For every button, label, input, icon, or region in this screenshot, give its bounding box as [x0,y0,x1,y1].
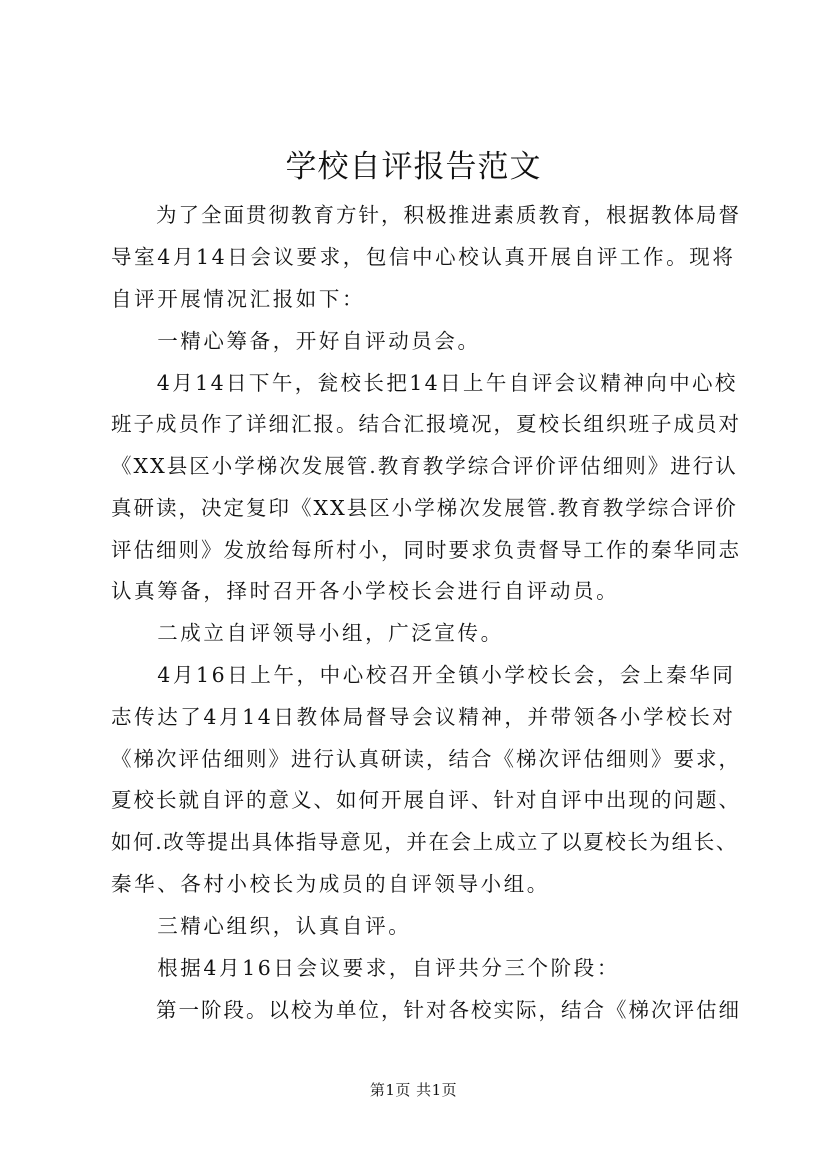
body-line: 班子成员作了详细汇报。结合汇报境况，夏校长组织班子成员对 [111,412,741,436]
body-line: 认真筹备，择时召开各小学校长会进行自评动员。 [111,579,620,603]
body-line: 夏校长就自评的意义、如何开展自评、针对自评中出现的问题、 [111,788,741,812]
body-line: 4月14日下午，瓮校长把14日上午自评会议精神向中心校 [111,371,738,395]
body-line: 志传达了4月14日教体局督导会议精神，并带领各小学校长对 [111,705,736,729]
body-line: 自评开展情况汇报如下： [111,287,366,311]
body-line: 真研读，决定复印《XX县区小学梯次发展管.教育教学综合评价 [111,496,738,520]
body-line: 为了全面贯彻教育方针，积极推进素质教育，根据教体局督 [111,203,741,227]
document-title: 学校自评报告范文 [285,149,542,185]
body-line: 第一阶段。以校为单位，针对各校实际，结合《梯次评估细 [111,998,741,1022]
body-line: 一精心筹备，开好自评动员会。 [111,329,481,353]
body-line: 4月16日上午，中心校召开全镇小学校长会，会上秦华同 [111,663,736,687]
body-line: 如何.改等提出具体指导意见，并在会上成立了以夏校长为组长、 [111,830,738,854]
body-line: 导室4月14日会议要求，包信中心校认真开展自评工作。现将 [111,245,736,269]
body-line: 三精心组织，认真自评。 [111,914,412,938]
body-line: 根据4月16日会议要求，自评共分三个阶段： [111,956,620,980]
body-line: 秦华、各村小校长为成员的自评领导小组。 [111,872,550,896]
page-footer: 第1页 共1页 [369,1081,458,1099]
body-line: 《梯次评估细则》进行认真研读，结合《梯次评估细则》要求， [111,747,741,771]
body-line: 二成立自评领导小组，广泛宣传。 [111,621,504,645]
body-line: 评估细则》发放给每所村小，同时要求负责督导工作的秦华同志 [111,538,741,562]
body-line: 《XX县区小学梯次发展管.教育教学综合评价评估细则》进行认 [111,454,738,478]
